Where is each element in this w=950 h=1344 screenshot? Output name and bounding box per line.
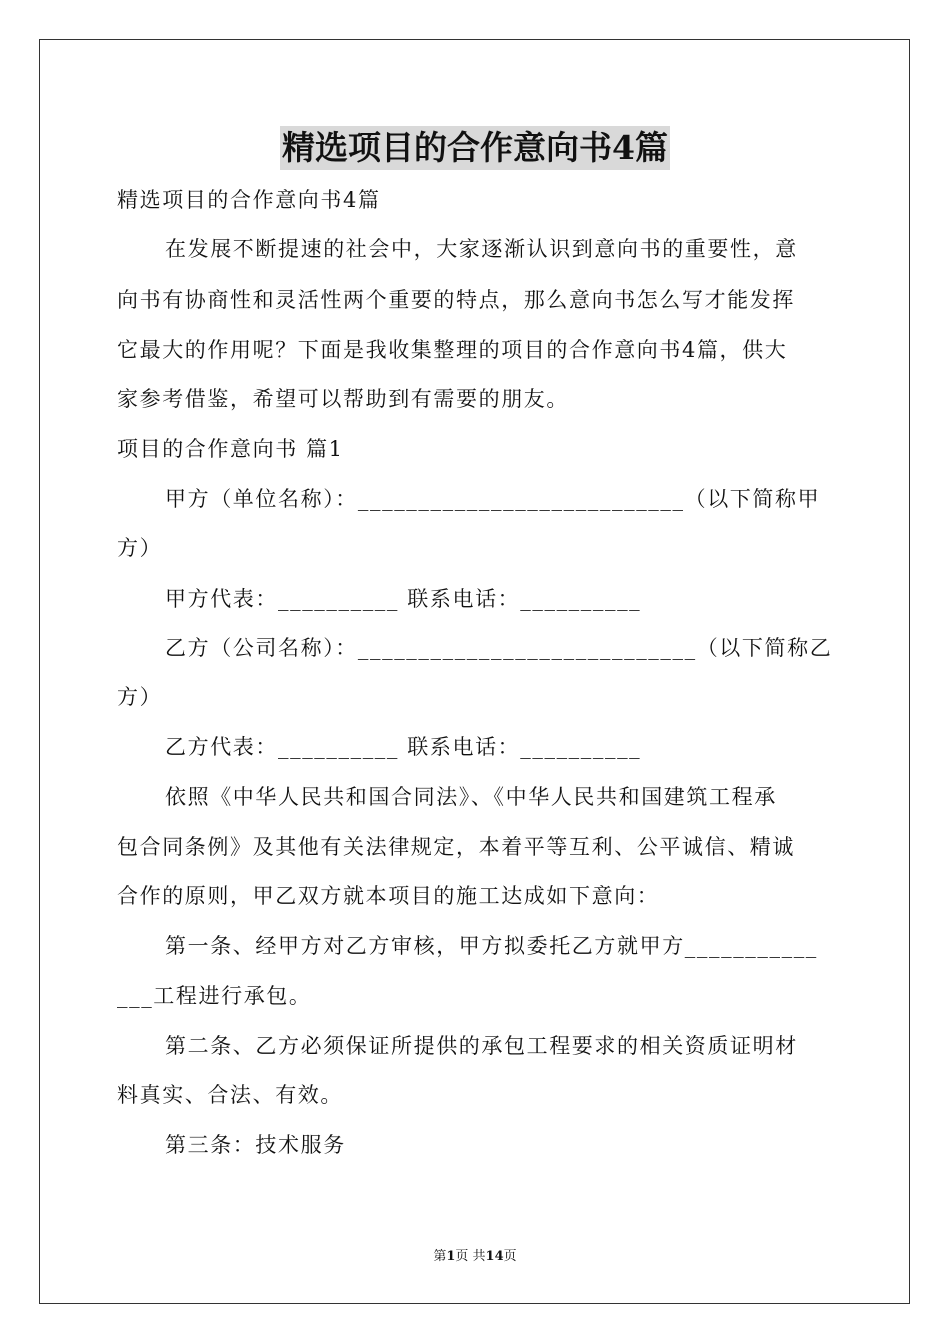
party-a-line-1: 甲方（单位名称）：___________________________（以下简称甲 [165,487,821,511]
page-footer [0,1248,950,1266]
basis-line-3: 合作的原则，甲乙双方就本项目的施工达成如下意向： [117,884,660,908]
article-2-line-2: 料真实、合法、有效。 [117,1083,343,1107]
page-frame [39,39,910,1304]
footer-page-prefix: 第 [433,1249,447,1264]
party-a-representative: 甲方代表：__________ 联系电话：__________ [165,587,642,611]
party-a-line-2: 方） [117,536,163,560]
intro-line-1: 在发展不断提速的社会中，大家逐渐认识到意向书的重要性，意 [165,237,798,261]
intro-line-3: 它最大的作用呢？下面是我收集整理的项目的合作意向书4篇，供大 [117,338,788,362]
intro-line-4: 家参考借鉴，希望可以帮助到有需要的朋友。 [117,387,569,411]
basis-line-1: 依照《中华人民共和国合同法》、《中华人民共和国建筑工程承 [165,785,777,809]
party-b-representative: 乙方代表：__________ 联系电话：__________ [165,735,642,759]
footer-page-total: 14 [485,1249,504,1264]
title-wrap [0,126,950,170]
article-1-line-2: ___工程进行承包。 [117,984,312,1008]
intro-line-2: 向书有协商性和灵活性两个重要的特点，那么意向书怎么写才能发挥 [117,288,795,312]
footer-page-number: 1 [446,1249,456,1264]
section-heading: 项目的合作意向书 篇1 [117,437,344,461]
footer-page-suffix: 页 [503,1249,517,1264]
article-1-line-1: 第一条、经甲方对乙方审核，甲方拟委托乙方就甲方___________ [165,934,818,958]
document-subtitle: 精选项目的合作意向书4篇 [117,188,381,212]
article-3-heading: 第三条：技术服务 [165,1133,346,1157]
basis-line-2: 包合同条例》及其他有关法律规定，本着平等互利、公平诚信、精诚 [117,835,795,859]
article-2-line-1: 第二条、乙方必须保证所提供的承包工程要求的相关资质证明材 [165,1034,798,1058]
document-title: 精选项目的合作意向书4篇 [280,126,670,170]
party-b-line-2: 方） [117,685,163,709]
party-b-line-1: 乙方（公司名称）：____________________________（以下简称乙 [165,636,833,660]
footer-page-mid: 页 共 [455,1249,486,1264]
